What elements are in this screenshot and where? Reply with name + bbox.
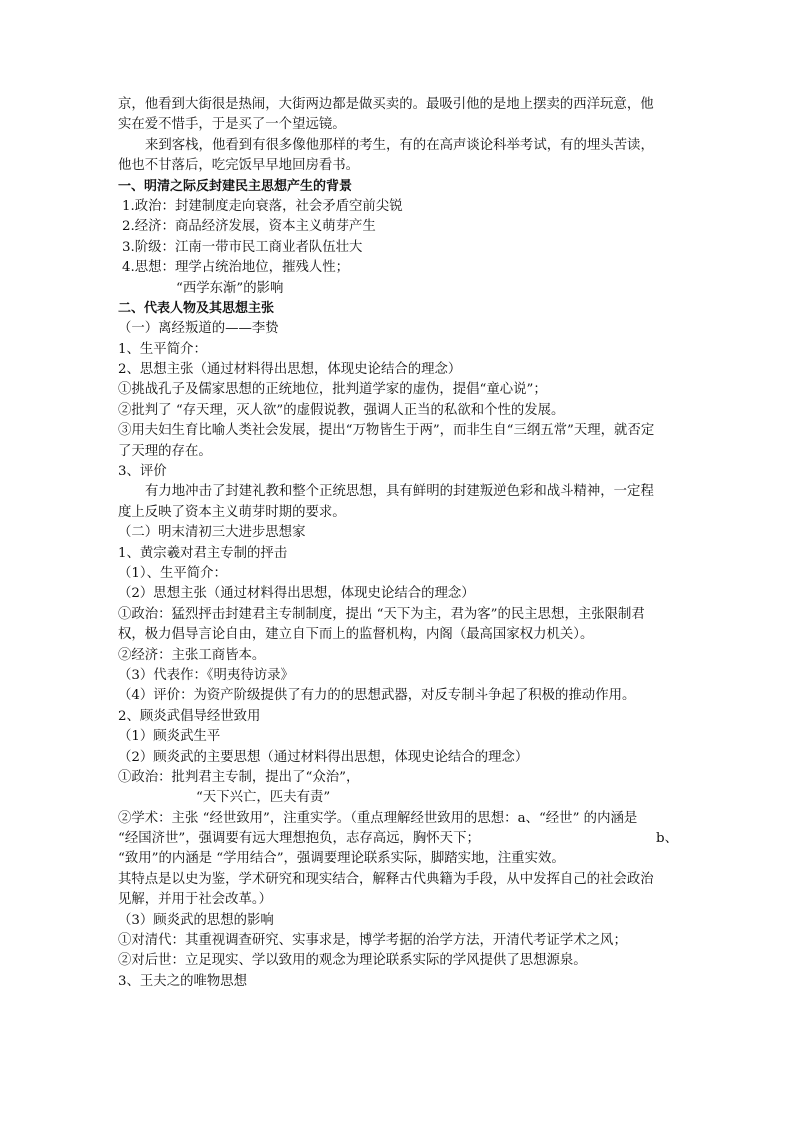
text-line (118, 829, 678, 849)
text-line: 3、王夫之的唯物思想 (118, 973, 248, 989)
text-line: 来到客栈，他看到有很多像他那样的考生，有的在高声谈论科举考试，有的埋头苦读， (145, 137, 654, 153)
text-line: ②经济：主张工商皆本。 (118, 647, 266, 663)
text-span: “经国济世”，强调要有远大理想抱负，志存高远，胸怀天下； (118, 831, 480, 847)
text-line: ①政治：批判君主专制，提出了“众治”， (118, 769, 360, 785)
section-heading: 二、代表人物及其思想主张 (118, 300, 275, 316)
text-line: （3）代表作：《明夷待访录》 (118, 667, 294, 683)
text-line: 有力地冲击了封建礼教和整个正统思想，具有鲜明的封建叛逆色彩和战斗精神，一定程 (145, 484, 654, 500)
subsection-heading: （二）明末清初三大进步思想家 (118, 525, 306, 541)
text-line: ①挑战孔子及儒家思想的正统地位，批判道学家的虚伪，提倡“童心说”； (118, 382, 547, 398)
text-line: ③用夫妇生育比喻人类社会发展，提出“万物皆生于两”，而非生自“三纲五常”天理，就否定 (118, 423, 655, 439)
text-line: （2）思想主张（通过材料得出思想，体现史论结合的理念） (118, 586, 475, 602)
text-line: 京，他看到大街很是热闹，大街两边都是做买卖的。最吸引他的是地上摆卖的西洋玩意，他 (118, 97, 654, 112)
text-line: 1、黄宗羲对君主专制的抨击 (118, 545, 288, 561)
text-line: 见解，并用于社会改革。） (118, 892, 272, 908)
list-item: 4.思想：理学占统治地位，摧残人性； (122, 260, 350, 276)
text-line: （3）顾炎武的思想的影响 (118, 912, 274, 928)
text-line: （1）、生平简介： (118, 565, 227, 581)
text-line: 实在爱不惜手，于是买了一个望远镜。 (118, 117, 346, 133)
text-line: 他也不甘落后，吃完饭早早地回房看书。 (118, 158, 360, 174)
text-line: ①政治：猛烈抨击封建君主专制制度，提出 “天下为主，君为客”的民主思想，主张限制君 (118, 606, 645, 622)
text-line: “致用”的内涵是 “学用结合”，强调要理论联系实际，脚踏实地，注重实效。 (118, 851, 565, 867)
text-line: ①对清代：其重视调查研究、实事求是，博学考据的治学方法，开清代考证学术之风； (118, 933, 627, 949)
text-line: 其特点是以史为鉴，学术研究和现实结合，解释古代典籍为手段，从中发挥自己的社会政治 (118, 871, 654, 887)
list-item: 1.政治：封建制度走向衰落，社会矛盾空前尖锐 (122, 198, 403, 214)
text-line: （2）顾炎武的主要思想（通过材料得出思想，体现史论结合的理念） (118, 749, 529, 765)
list-item: 2.经济：商品经济发展，资本主义萌芽产生 (122, 219, 376, 235)
text-line: ②批判了 “存天理，灭人欲”的虚假说教，强调人正当的私欲和个性的发展。 (118, 402, 565, 418)
list-item-continuation: “西学东渐”的影响 (176, 280, 284, 296)
text-line: （1）顾炎武生平 (118, 729, 221, 745)
list-item: 3.阶级：江南一带市民工商业者队伍壮大 (122, 239, 363, 255)
text-line: 1、生平简介： (118, 341, 207, 357)
subsection-heading: （一）离经叛道的——李贽 (118, 321, 279, 337)
text-span: b、 (656, 831, 678, 847)
text-line: （4）评价：为资产阶级提供了有力的的思想武器，对反专制斗争起了积极的推动作用。 (118, 688, 636, 704)
text-line: 2、思想主张（通过材料得出思想，体现史论结合的理念） (118, 362, 462, 378)
text-line: “天下兴亡，匹夫有责” (196, 790, 331, 806)
text-line: 2、顾炎武倡导经世致用 (118, 708, 261, 724)
text-line: 权，极力倡导言论自由，建立自下而上的监督机构，内阁（最高国家权力机关）。 (118, 627, 594, 643)
document-page (118, 95, 678, 992)
text-line: 度上反映了资本主义萌芽时期的要求。 (118, 504, 346, 520)
text-line: 了天理的存在。 (118, 443, 212, 459)
section-heading: 一、明清之际反封建民主思想产生的背景 (118, 178, 353, 194)
text-line: ②对后世：立足现实、学以致用的观念为理论联系实际的学风提供了思想源泉。 (118, 953, 587, 969)
text-line: 3、评价 (118, 464, 167, 480)
text-line: ②学术：主张 “经世致用”，注重实学。（重点理解经世致用的思想：a、“经世” 的内涵是 (118, 810, 638, 826)
